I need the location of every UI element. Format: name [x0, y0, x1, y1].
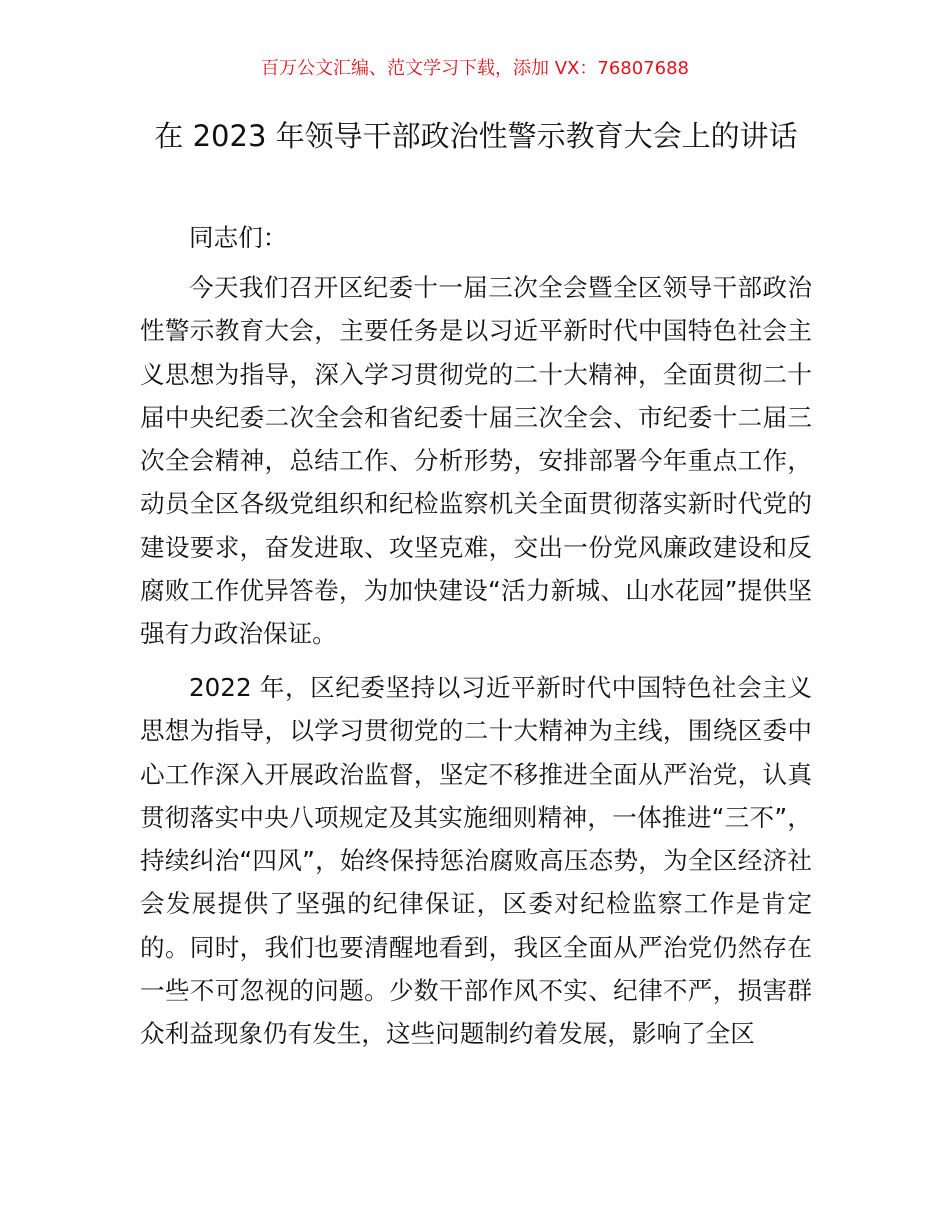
paragraph: 2022 年，区纪委坚持以习近平新时代中国特色社会主义思想为指导，以学习贯彻党的二十大精神为主线，围绕区委中心工作深入开展政治监督，坚定不移推进全面从严治党，认真贯彻落实中央八项规定及其实施细则精神，一体推进“三不”，持续纠治“四风”，始终保持惩治腐败高压态势，为全区经济社会发展提供了坚强的纪律保证，区委对纪检监察工作是肯定的。同时，我们也要清醒地看到，我区全面从严治党仍然存在一些不可忽视的问题。少数干部作风不实、纪律不严，损害群众利益现象仍有发生，这些问题制约着发展，影响了全区 [140, 673, 812, 1049]
salutation: 同志们： [189, 223, 288, 252]
body-section-1 [140, 266, 812, 656]
document-title: 在 2023 年领导干部政治性警示教育大会上的讲话 [154, 119, 798, 153]
promo-banner: 百万公文汇编、范文学习下载，添加 VX：76807688 [261, 58, 689, 79]
body-section-2 [140, 666, 812, 1056]
paragraph: 今天我们召开区纪委十一届三次全会暨全区领导干部政治性警示教育大会，主要任务是以习近平新时代中国特色社会主义思想为指导，深入学习贯彻党的二十大精神，全面贯彻二十届中央纪委二次全会和省纪委十届三次全会、市纪委十二届三次全会精神，总结工作、分析形势，安排部署今年重点工作，动员全区各级党组织和纪检监察机关全面贯彻落实新时代党的建设要求，奋发进取、攻坚克难，交出一份党风廉政建设和反腐败工作优异答卷，为加快建设“活力新城、山水花园”提供坚强有力政治保证。 [140, 273, 812, 649]
